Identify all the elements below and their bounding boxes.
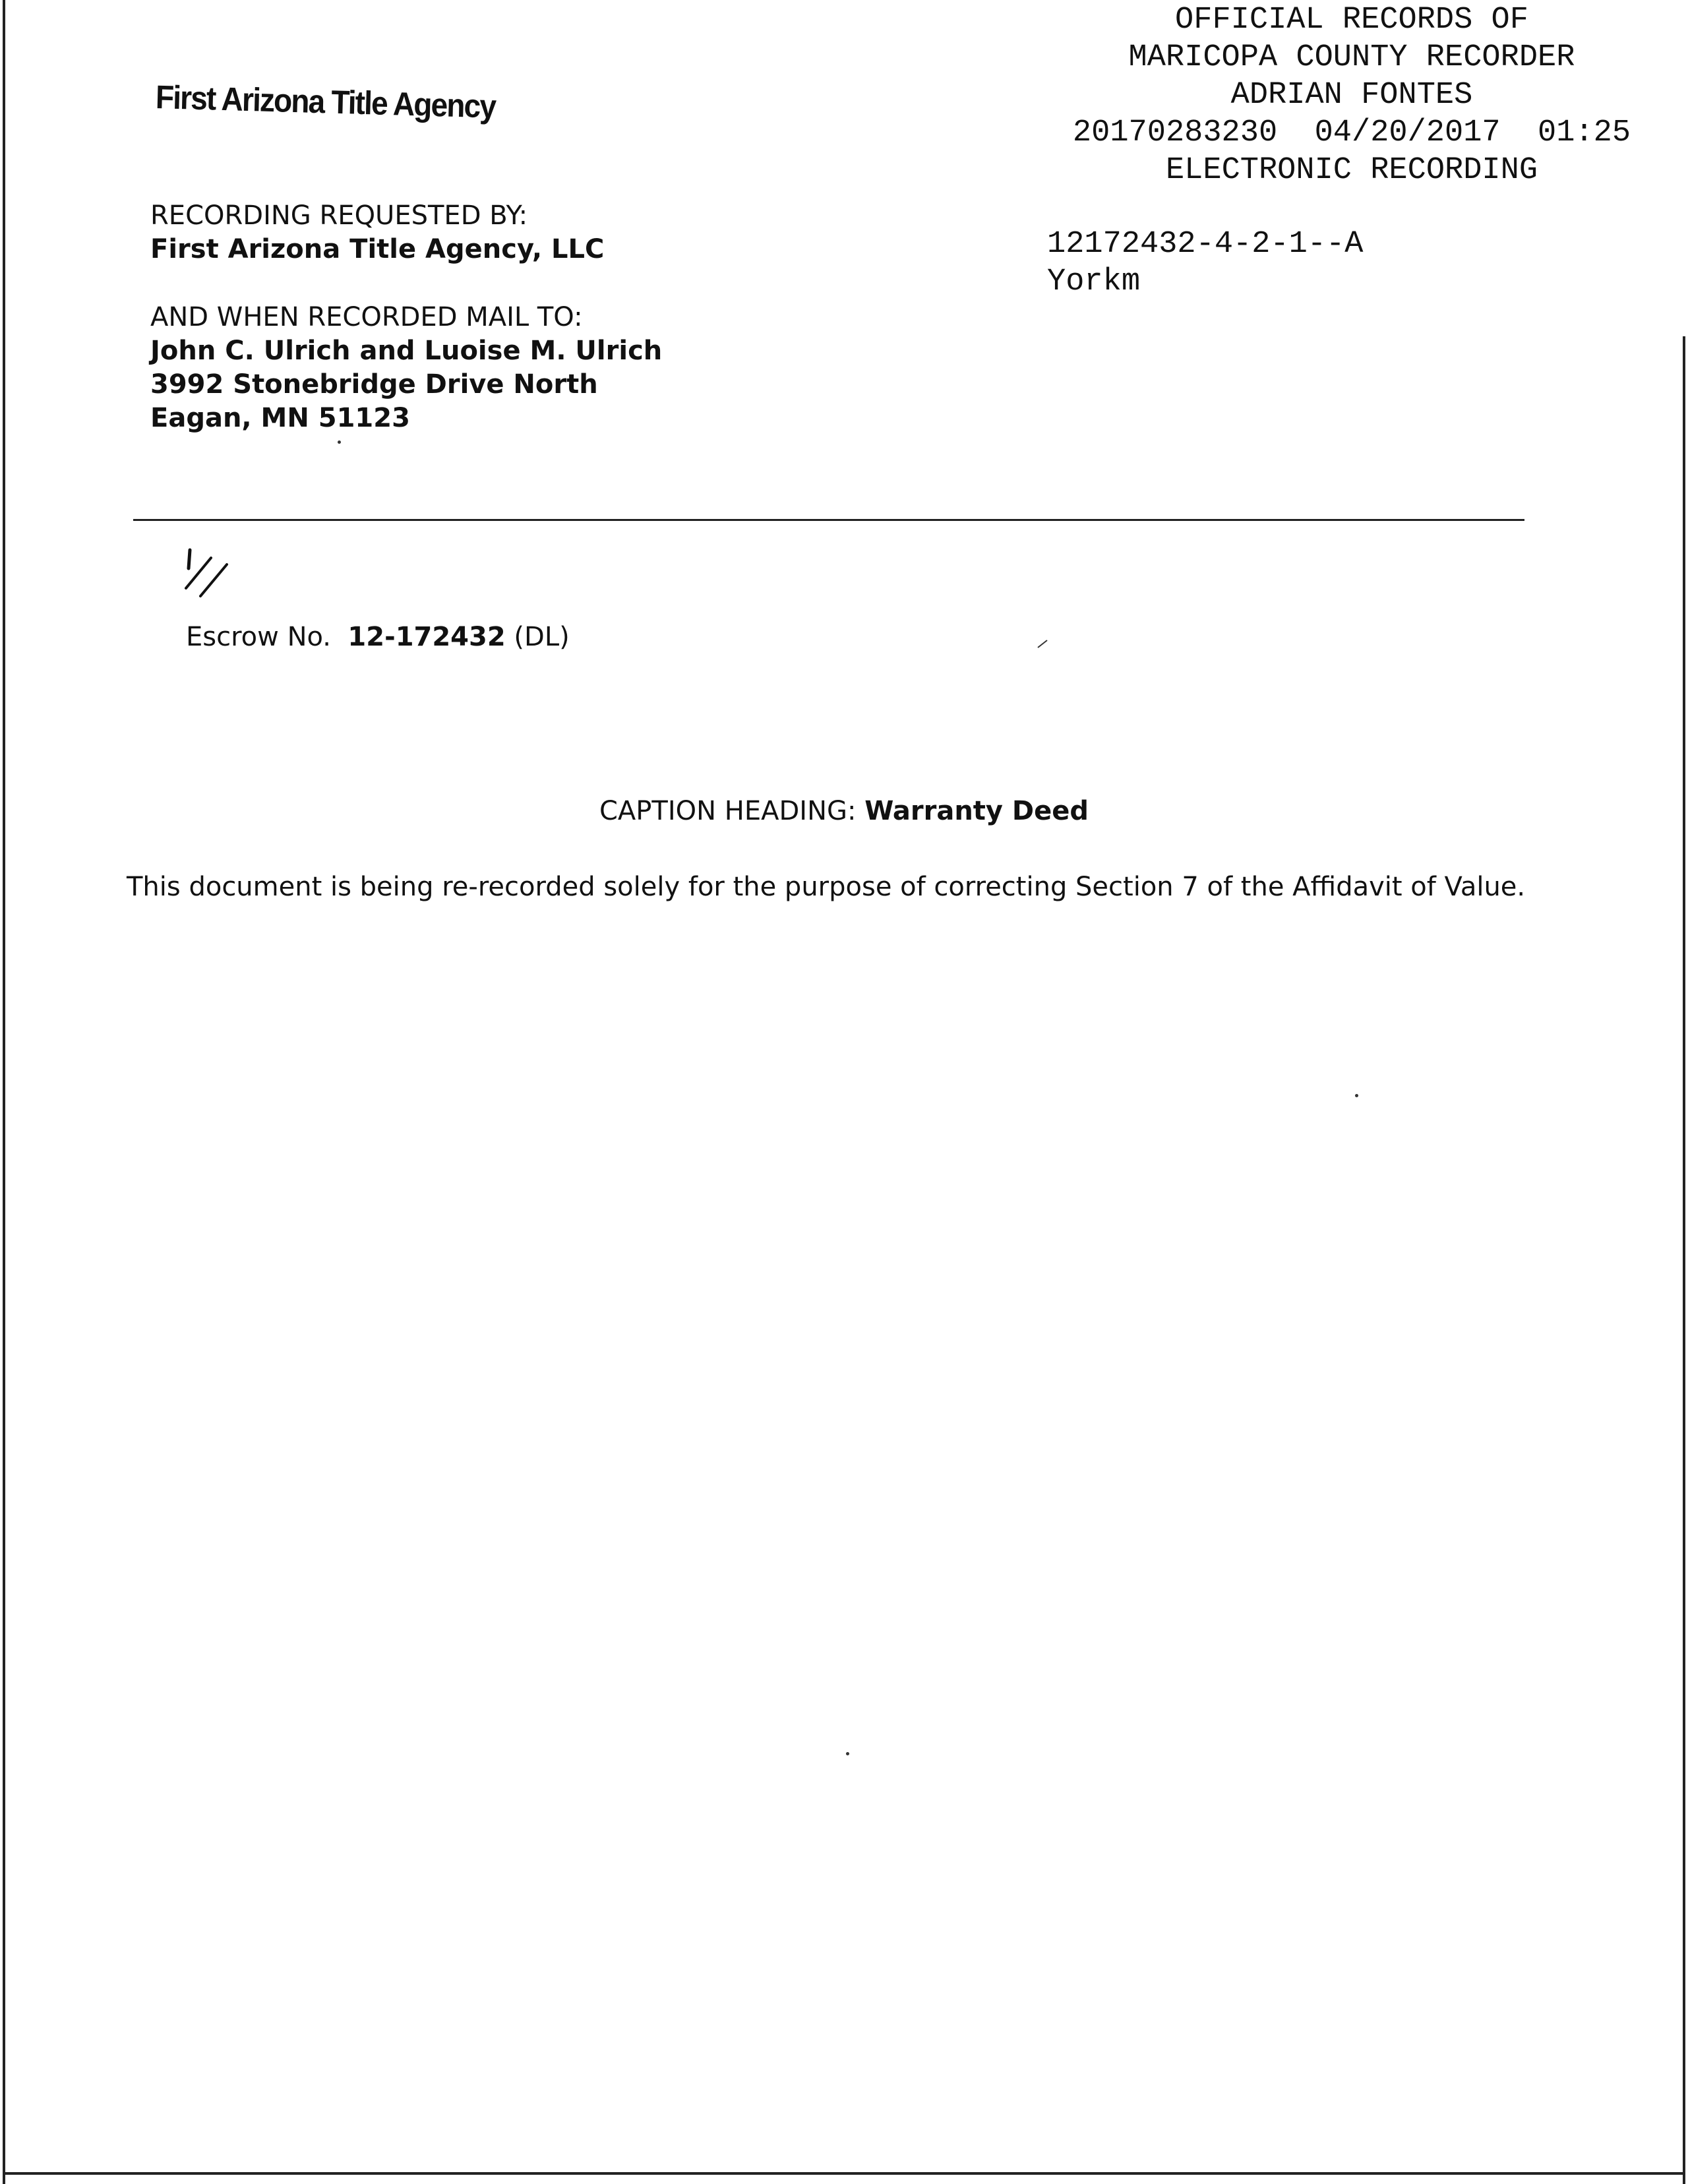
recorder-line: OFFICIAL RECORDS OF: [1175, 3, 1528, 38]
recording-id-line: 12172432-4-2-1--A: [1047, 227, 1364, 262]
recording-requested-block: [150, 199, 604, 266]
rerecording-note: This document is being re-recorded solely for the purpose of correcting Section 7 of the Affidavit of Value.: [127, 872, 1526, 902]
escrow-label: Escrow No.: [186, 622, 331, 652]
recorder-line: ELECTRONIC RECORDING: [1165, 153, 1538, 188]
divider-rule: [133, 519, 1524, 521]
recording-requested-name: First Arizona Title Agency, LLC: [150, 234, 605, 264]
company-logo: First Arizona Title Agency: [155, 78, 496, 125]
mail-to-block: [150, 301, 662, 435]
page-border-bottom: [3, 2172, 1685, 2175]
caption-value: Warranty Deed: [864, 796, 1089, 826]
escrow-number: [186, 621, 570, 654]
escrow-value: 12-172432: [347, 622, 506, 652]
scan-speck: [338, 440, 341, 444]
scan-tick: [1037, 638, 1050, 649]
mail-to-label: AND WHEN RECORDED MAIL TO:: [150, 302, 583, 332]
caption-label: CAPTION HEADING:: [599, 796, 857, 826]
scan-speck: [846, 1752, 849, 1755]
recording-id: [1047, 226, 1363, 301]
handwritten-mark: [182, 546, 235, 599]
recorder-stamp: [1029, 1, 1675, 189]
page-border-left: [3, 0, 5, 2184]
recording-requested-label: RECORDING REQUESTED BY:: [150, 200, 528, 231]
scan-speck: [1355, 1094, 1358, 1097]
recorder-line: 20170283230 04/20/2017 01:25: [1072, 115, 1631, 150]
mail-to-line: 3992 Stonebridge Drive North: [150, 369, 598, 400]
recorder-line: ADRIAN FONTES: [1230, 78, 1473, 113]
recording-id-line: Yorkm: [1047, 264, 1141, 299]
page-border-right: [1683, 336, 1685, 2184]
mail-to-line: John C. Ulrich and Luoise M. Ulrich: [150, 336, 663, 366]
mail-to-line: Eagan, MN 51123: [150, 403, 410, 433]
escrow-suffix: (DL): [514, 622, 570, 652]
caption-heading: [0, 795, 1688, 828]
recorder-line: MARICOPA COUNTY RECORDER: [1128, 40, 1575, 75]
